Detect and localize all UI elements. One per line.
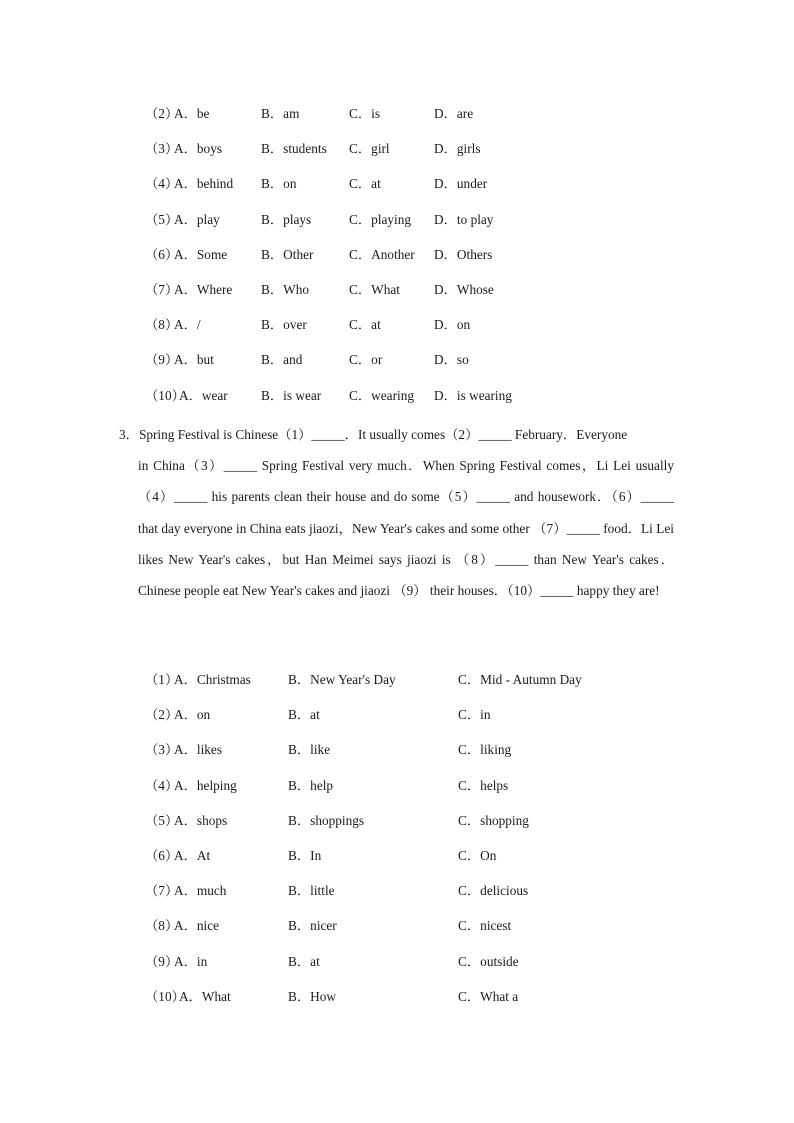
option-d: D．Others xyxy=(434,246,493,262)
option-b: B．at xyxy=(288,707,320,723)
option-a: A．but xyxy=(174,352,214,368)
option-b: B．nicer xyxy=(288,918,337,934)
option-c: C．delicious xyxy=(458,883,529,899)
question-number: （3） xyxy=(145,141,179,157)
option-d: D．are xyxy=(434,106,474,121)
option-a: A．boys xyxy=(174,141,223,157)
option-c: C．What xyxy=(349,281,400,297)
option-c: C．Another xyxy=(349,246,415,262)
question-number: （10） xyxy=(145,988,185,1004)
question-number: （1） xyxy=(145,672,179,687)
option-a: A．wear xyxy=(179,387,228,403)
option-d: D．so xyxy=(434,352,469,368)
question-number: （8） xyxy=(145,317,179,333)
option-c: C．liking xyxy=(458,742,512,758)
option-a: A．much xyxy=(174,883,227,899)
option-d: D．on xyxy=(434,317,471,333)
question-number: （10） xyxy=(145,387,185,403)
option-b: B．over xyxy=(261,317,307,333)
option-b: B．How xyxy=(288,988,337,1004)
option-d: D．under xyxy=(434,176,488,192)
option-c: C．playing xyxy=(349,211,412,227)
option-a: A．in xyxy=(174,953,208,969)
option-a: A．play xyxy=(174,211,220,227)
option-c: C．at xyxy=(349,176,381,192)
option-b: B．In xyxy=(288,847,322,863)
option-b: B．like xyxy=(288,742,331,758)
option-c: C．at xyxy=(349,317,381,333)
question-number: （6） xyxy=(145,847,179,863)
option-b: B．Other xyxy=(261,246,314,262)
option-b: B．Who xyxy=(261,281,310,297)
option-d: D．girls xyxy=(434,141,481,157)
option-a: A．on xyxy=(174,707,211,723)
option-a: A．behind xyxy=(174,176,234,192)
option-a: A．What xyxy=(179,988,231,1004)
option-a: A．Christmas xyxy=(174,672,251,687)
option-c: C．helps xyxy=(458,777,509,793)
question-number: （7） xyxy=(145,281,179,297)
question-number: （5） xyxy=(145,211,179,227)
option-b: B．am xyxy=(261,106,300,121)
option-c: C．What a xyxy=(458,988,519,1004)
option-c: C．nicest xyxy=(458,918,512,934)
option-b: B．at xyxy=(288,953,320,969)
option-c: C．or xyxy=(349,352,383,368)
question-number: （6） xyxy=(145,246,179,262)
option-d: D．is wearing xyxy=(434,387,512,403)
option-a: A．helping xyxy=(174,777,237,793)
option-b: B．shoppings xyxy=(288,812,365,828)
option-a: A．At xyxy=(174,847,211,863)
option-a: A．/ xyxy=(174,317,201,333)
option-c: C．outside xyxy=(458,953,519,969)
question-number: （9） xyxy=(145,953,179,969)
option-b: B．and xyxy=(261,352,303,368)
option-c: C．Mid - Autumn Day xyxy=(458,672,582,687)
question-number: （8） xyxy=(145,918,179,934)
option-b: B．little xyxy=(288,883,335,899)
option-c: C．in xyxy=(458,707,491,723)
question-number: （4） xyxy=(145,176,179,192)
option-a: A．Some xyxy=(174,246,228,262)
option-b: B．is wear xyxy=(261,387,322,403)
option-c: C．is xyxy=(349,106,381,121)
option-c: C．shopping xyxy=(458,812,529,828)
option-b: B．students xyxy=(261,141,327,157)
option-d: D．Whose xyxy=(434,281,494,297)
question-number: （3） xyxy=(145,742,179,758)
question-number: （5） xyxy=(145,812,179,828)
option-a: A．nice xyxy=(174,918,220,934)
question-number: （7） xyxy=(145,883,179,899)
option-d: D．to play xyxy=(434,211,494,227)
option-b: B．on xyxy=(261,176,297,192)
question-number: （2） xyxy=(145,707,179,723)
question-number: （4） xyxy=(145,777,179,793)
passage-body: in China（3）_____ Spring Festival very much．When Spring Festival comes，Li Lei usually （4）_____ his parents clean their house and do some（5）_____ and housework．（6）_____ that day everyone in China eats jiaozi，New Year's cakes and some other （7）_____ food．Li Lei likes New Year's cakes，but Han Meimei says jiaozi is （8）_____ than New Year's cakes．Chinese people eat New Year's cakes and jiaozi （9） their houses．（10）_____ happy they are! xyxy=(138,458,674,599)
option-b: B．help xyxy=(288,777,334,793)
question-number: （9） xyxy=(145,352,179,368)
passage-first-line: 3．Spring Festival is Chinese（1）_____．It usually comes（2）_____ February．Everyone xyxy=(119,427,628,442)
option-a: A．likes xyxy=(174,742,223,758)
option-c: C．wearing xyxy=(349,387,414,403)
option-a: A．shops xyxy=(174,812,228,828)
option-a: A．Where xyxy=(174,281,233,297)
option-a: A．be xyxy=(174,106,210,121)
option-c: C．girl xyxy=(349,141,390,157)
reading-passage xyxy=(119,419,674,606)
option-c: C．On xyxy=(458,847,497,863)
question-number: （2） xyxy=(145,106,179,121)
option-b: B．plays xyxy=(261,211,312,227)
option-b: B．New Year's Day xyxy=(288,672,396,687)
